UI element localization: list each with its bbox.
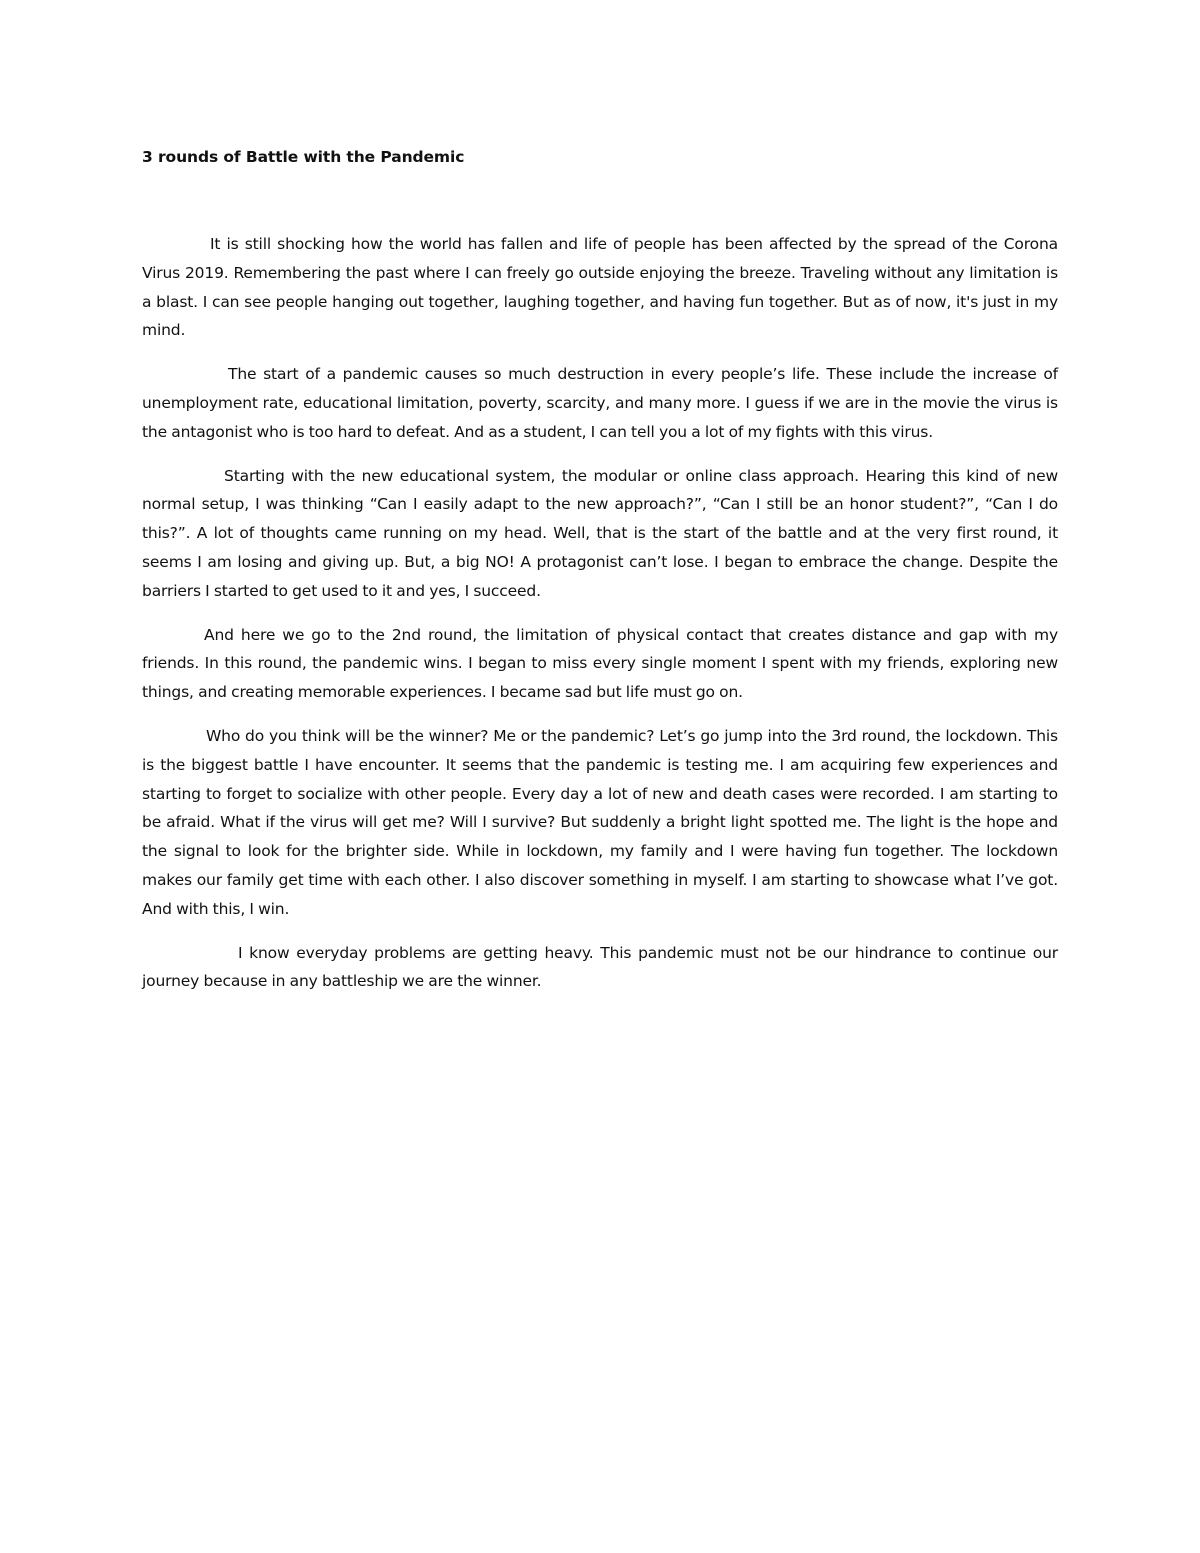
paragraph-round-one: Starting with the new educational system, the modular or online class approach. Hearing this kind of new normal setup, I was thinking “Can I easily adapt to the new approach?”, “Can I still be an honor student?”, “Can I do this?”. A lot of thoughts came running on my head. Well, that is the start of the battle and at the very first round, it seems I am losing and giving up. But, a big NO! A protagonist can’t lose. I began to embrace the change. Despite the barriers I started to get used to it and yes, I succeed. — [142, 466, 1058, 600]
paragraph-intro: It is still shocking how the world has fallen and life of people has been affected by the spread of the Corona Virus 2019. Remembering the past where I can freely go outside enjoying the breeze. Traveling without any limitation is a blast. I can see people hanging out together, laughing together, and having fun together. But as of now, it's just in my mind. — [142, 235, 1058, 340]
paragraph-conclusion: I know everyday problems are getting heavy. This pandemic must not be our hindrance to continue our journey because in any battleship we are the winner. — [142, 943, 1058, 991]
document-title: 3 rounds of Battle with the Pandemic — [142, 148, 465, 166]
paragraph-round-two: And here we go to the 2nd round, the limitation of physical contact that creates distance and gap with my friends. In this round, the pandemic wins. I began to miss every single moment I spent with my friends, exploring new things, and creating memorable experiences. I became sad but life must go on. — [142, 625, 1058, 702]
document-body — [142, 143, 1058, 1011]
paragraph-pandemic-start: The start of a pandemic causes so much destruction in every people’s life. These include the increase of unemployment rate, educational limitation, poverty, scarcity, and many more. I guess if we are in the movie the virus is the antagonist who is too hard to defeat. And as a student, I can tell you a lot of my fights with this virus. — [142, 365, 1058, 441]
paragraph-round-three: Who do you think will be the winner? Me or the pandemic? Let’s go jump into the 3rd round, the lockdown. This is the biggest battle I have encounter. It seems that the pandemic is testing me. I am acquiring few experiences and starting to forget to socialize with other people. Every day a lot of new and death cases were recorded. I am starting to be afraid. What if the virus will get me? Will I survive? But suddenly a bright light spotted me. The light is the hope and the signal to look for the brighter side. While in lockdown, my family and I were having fun together. The lockdown makes our family get time with each other. I also discover something in myself. I am starting to showcase what I’ve got. And with this, I win. — [142, 726, 1058, 918]
